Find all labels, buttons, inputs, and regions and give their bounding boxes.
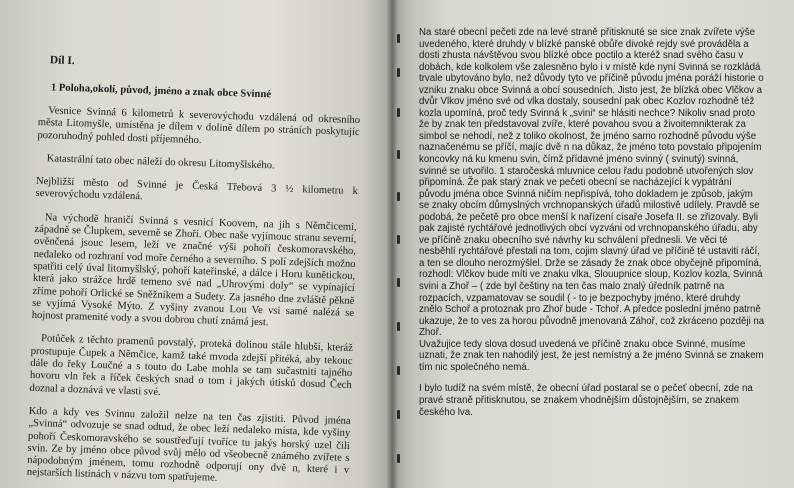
binding-mark: [397, 108, 400, 117]
binding-mark: [397, 454, 400, 463]
paragraph: Na východě hraničí Svinná s vesnicí Koovem, na jih s Němčicemi, západně se Člupkem, severně se Zhoří. Obec naše vyjímouc stranu severní, ověnčená jsouc lesem, leží ve značné výši pohoří českomoravského, nedaleko od rozhraní vod moře černého a severního. S polí zdejších možno spatřiti celý úval litomyšlský, pohoří kateřinské, a dálce i Horu kunětickou, která jako strážce hrdě temeno své nad „Uhrovými doly“ se vypínající zříme pohoří Orlické se Sněžníkem a Sudety. Za jasného dne zvláště pěkně se vyjímá Vysoké Mýto. Z vyšiny zvanou Lou Ve vsi samé nalézá se hojnost pramenité vody a svou dobrou chutí známá jest.: [31, 212, 357, 329]
binding-mark: [397, 68, 400, 77]
binding-mark: [397, 410, 400, 419]
binding-mark: [397, 278, 400, 287]
paragraph: Katastrální tato obec náleží do okresu Litomyšlského.: [46, 153, 275, 172]
binding-mark: [397, 235, 400, 244]
left-page: [0, 0, 392, 488]
binding-mark: [397, 150, 400, 159]
right-page: [392, 0, 794, 488]
paragraph: Nejbližší město od Svinné je Česká Třebová 3 ½ kilometru k severovýchodu vzdálená.: [35, 176, 359, 203]
paragraph: Vesnice Svinná 6 kilometrů k severovýchodu vzdálená od okresního města Litomyšle, umístěna je dílem v dolině dílem po stráních poskytujíc pozoruhodný pohled dosti příjemného.: [37, 105, 361, 146]
binding-mark: [397, 192, 400, 201]
left-page-content: [27, 54, 384, 488]
binding-mark: [397, 366, 400, 375]
paragraph: Uvažujice tedy slova dosud uvedená ve příčině znaku obce Svinné, musíme uznati, že znak ten nahodilý jest, že jest nemístný a že jméno Svinná se znakem tím nic společného nemá.: [419, 338, 764, 373]
paragraph: Kdo a kdy ves Svinnu založil nelze na ten čas zjistiti. Původ jména „Svinná“ odvozuje se snad odtud, že obec leží nedaleko místa, kde vyšiny pohoří Českomoravského se soustřeďují tvoříce tu jakýs horský uzel čili svin. Ze by jméno obce původ svůj mělo od všeobecně známého zvířete s nápodobným jménem, tomu rozhodně odporují ony dvě n, které i v nejstarších listinách v názvu tom spatřujeme.: [26, 405, 351, 485]
binding-mark: [397, 322, 400, 331]
paragraph: I bylo tudíž na svém místě, že obecní úřad postaral se o pečeť obecní, zde na pravé straně přitisknutou, se znakem vhodnějším důstojnějším, se znakem českého lva.: [419, 383, 753, 418]
chapter-title: Díl I.: [49, 54, 75, 68]
binding-marks: [397, 30, 403, 470]
section-heading: 1 Poloha,okolí, původ, jméno a znak obce Svinné: [50, 82, 272, 101]
paragraph: Potůček z těchto pramenů povstalý, proteká dolinou stále hlubší, kteráž prostupuje Čupek a Němčice, kamž také mvoda zdejší přitéká, aby tekouc dále do řeky Loučné a s touto do Labe mohla se tam sučastniti tajného hovoru vln řek a říček českých snad o tom i jakých útisků dosud Čech doznal a doznává ve vlasti své.: [29, 333, 354, 398]
paragraph: Na staré obecní pečeti zde na levé straně přitisknuté se sice znak zvířete výše uvedeného, které druhdy v blízké panské obůře divoké rejdy své prováděla a dosti zhusta návštěvou svou blízké obce poctilo a kteréž snad svého času v dobách, kde kolkolem vše zalesněno bylo i v místě kde nyní Svinná se rozkládá trvale ubytováno bylo, než důvody tyto ve příčině původu jména poráží historie o vzniku znaku obce Svinná a obcí sousedních. Jisto jest, že blízká obec Vlčkov a dvůr Vlkov jméno své od vlka dostaly, sousední pak obec Kozlov rozhodně též kozla upomíná, proč tedy Svinná k „svini“ se hlásiti nechce? Nikoliv snad proto že by znak ten představoval zvíře, které povahou svou a živoitemnikterak za simbol se nehodí, než z toliko okolnost, že jméno samo rozhodně původu výše naznačenému se příčí, majíc dvě n na důkaz, že jméno toto povstalo připojením koncovky ná ku kmenu svin, čímž přídavné jméno svinný ( svinutý) svinná, svinné se utvořilo. 1 staročeská mluvnice celou řadu podobně utvořených slov připomíná. Že pak starý znak ve pečeti obecní se nacházející k vypátrání původu jména obce Svinná ničím nepřispívá, toho dokladem je způsob, jakým se znaky obcím důmyslných vrchnopanských úřadů milostivě udílely. Pravdě se podobá, že pečetě pro obce menší k nařízení císaře Josefa II. se zřizovaly. Byli pak zajisté rychtářové jednotlivých obcí vyzváni od vrchnopanského úřadu, aby ve příčině znaku obecního své návrhy ku schválení přednesli. Ve věci té nesběhlí rychtářové přestali na tom, cojim slavný úřad ve příčině té ustaviti ráčí, a ten se dlouho nerozmýšlel. Drže se zásady že znak obce obyčejně připomíná, rozhodl: Vlčkov bude míti ve znaku vlka, Slouupnice sloup, Kozlov kozla, Svinná svini a Zhoř – ( zde byl češtiny na ten čas malo znalý úředník patrně na rozpacích, vzpamatovav se soudil ( - to je bezpochyby jméno, které druhdy znělo Schoř a protoznak pro Zhoř bude - Tchoř. A předce poslední jméno patrně ukazuje, že to ves za horou původně jmenovaná Záhoř, což zkráceno později na Zhoř.: [419, 27, 765, 339]
binding-mark: [397, 34, 400, 43]
